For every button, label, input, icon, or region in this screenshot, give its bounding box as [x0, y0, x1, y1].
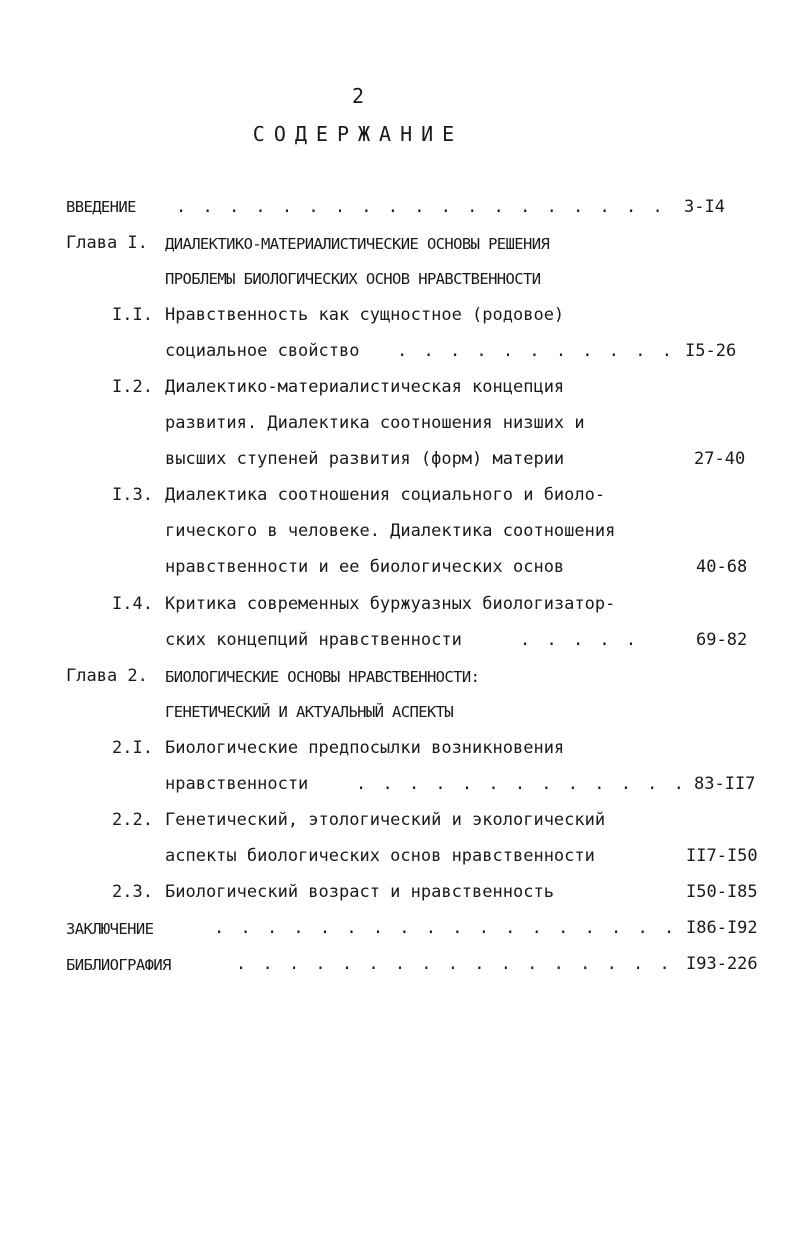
- section-1-4-line-1: Критика современных буржуазных биологизатор-: [165, 594, 616, 614]
- section-2-2-number: 2.2.: [112, 810, 153, 830]
- section-1-2-line-2: развития. Диалектика соотношения низших и: [165, 413, 585, 433]
- section-2-3-line-1: Биологический возраст и нравственность: [165, 882, 554, 902]
- toc-entry-intro-dots: . . . . . . . . . . . . . . . . . . .: [176, 197, 666, 217]
- section-2-1-number: 2.I.: [112, 738, 153, 758]
- chapter-1-title-line-1: ДИАЛЕКТИКО-МАТЕРИАЛИСТИЧЕСКИЕ ОСНОВЫ РЕШЕНИЯ: [165, 235, 550, 253]
- section-2-2-pages: II7-I50: [686, 846, 758, 866]
- section-2-1-line-2: нравственности: [165, 774, 309, 794]
- chapter-2-label: Глава 2.: [66, 666, 148, 686]
- section-2-1-pages: 83-II7: [694, 774, 756, 794]
- chapter-2-title-line-2: ГЕНЕТИЧЕСКИЙ И АКТУАЛЬНЫЙ АСПЕКТЫ: [165, 703, 454, 721]
- section-1-1-line-2: социальное свойство: [165, 341, 360, 361]
- toc-entry-conclusion-label: ЗАКЛЮЧЕНИЕ: [66, 920, 154, 938]
- section-1-1-line-1: Нравственность как сущностное (родовое): [165, 305, 565, 325]
- toc-entry-bibliography-dots: . . . . . . . . . . . . . . . . .: [236, 954, 673, 974]
- section-2-1-dots: . . . . . . . . . . . . .: [356, 774, 687, 794]
- section-2-2-line-1: Генетический, этологический и экологический: [165, 810, 606, 830]
- chapter-1-label: Глава I.: [66, 233, 148, 253]
- chapter-2-title-line-1: БИОЛОГИЧЕСКИЕ ОСНОВЫ НРАВСТВЕННОСТИ:: [165, 668, 480, 686]
- section-2-1-line-1: Биологические предпосылки возникновения: [165, 738, 565, 758]
- toc-entry-intro-label: ВВЕДЕНИЕ: [66, 198, 136, 216]
- section-1-4-pages: 69-82: [696, 630, 748, 650]
- toc-entry-bibliography-pages: I93-226: [686, 954, 758, 974]
- toc-entry-conclusion-dots: . . . . . . . . . . . . . . . . . .: [214, 918, 678, 938]
- toc-entry-bibliography-label: БИБЛИОГРАФИЯ: [66, 956, 171, 974]
- section-1-1-dots: . . . . . . . . . . .: [397, 341, 675, 361]
- toc-entry-intro-pages: 3-I4: [684, 197, 725, 217]
- section-1-1-pages: I5-26: [685, 341, 737, 361]
- page-number: 2: [351, 84, 365, 108]
- section-2-3-number: 2.3.: [112, 882, 153, 902]
- section-1-3-line-1: Диалектика соотношения социального и биоло-: [165, 485, 606, 505]
- section-1-3-pages: 40-68: [696, 557, 748, 577]
- section-1-4-dots: . . . . .: [520, 630, 640, 650]
- section-2-2-line-2: аспекты биологических основ нравственности: [165, 846, 595, 866]
- section-1-2-pages: 27-40: [694, 449, 746, 469]
- section-1-4-number: I.4.: [112, 594, 153, 614]
- section-2-3-pages: I50-I85: [686, 882, 758, 902]
- section-1-4-line-2: ских концепций нравственности: [165, 630, 462, 650]
- toc-title: СОДЕРЖАНИЕ: [252, 122, 464, 146]
- section-1-3-line-2: гического в человеке. Диалектика соотношения: [165, 521, 616, 541]
- chapter-1-title-line-2: ПРОБЛЕМЫ БИОЛОГИЧЕСКИХ ОСНОВ НРАВСТВЕННОСТИ: [165, 270, 541, 288]
- section-1-1-number: I.I.: [112, 305, 153, 325]
- section-1-2-line-1: Диалектико-материалистическая концепция: [165, 377, 565, 397]
- toc-entry-conclusion-pages: I86-I92: [686, 918, 758, 938]
- section-1-3-line-3: нравственности и ее биологических основ: [165, 557, 565, 577]
- section-1-2-line-3: высших ступеней развития (форм) материи: [165, 449, 565, 469]
- section-1-2-number: I.2.: [112, 377, 153, 397]
- section-1-3-number: I.3.: [112, 485, 153, 505]
